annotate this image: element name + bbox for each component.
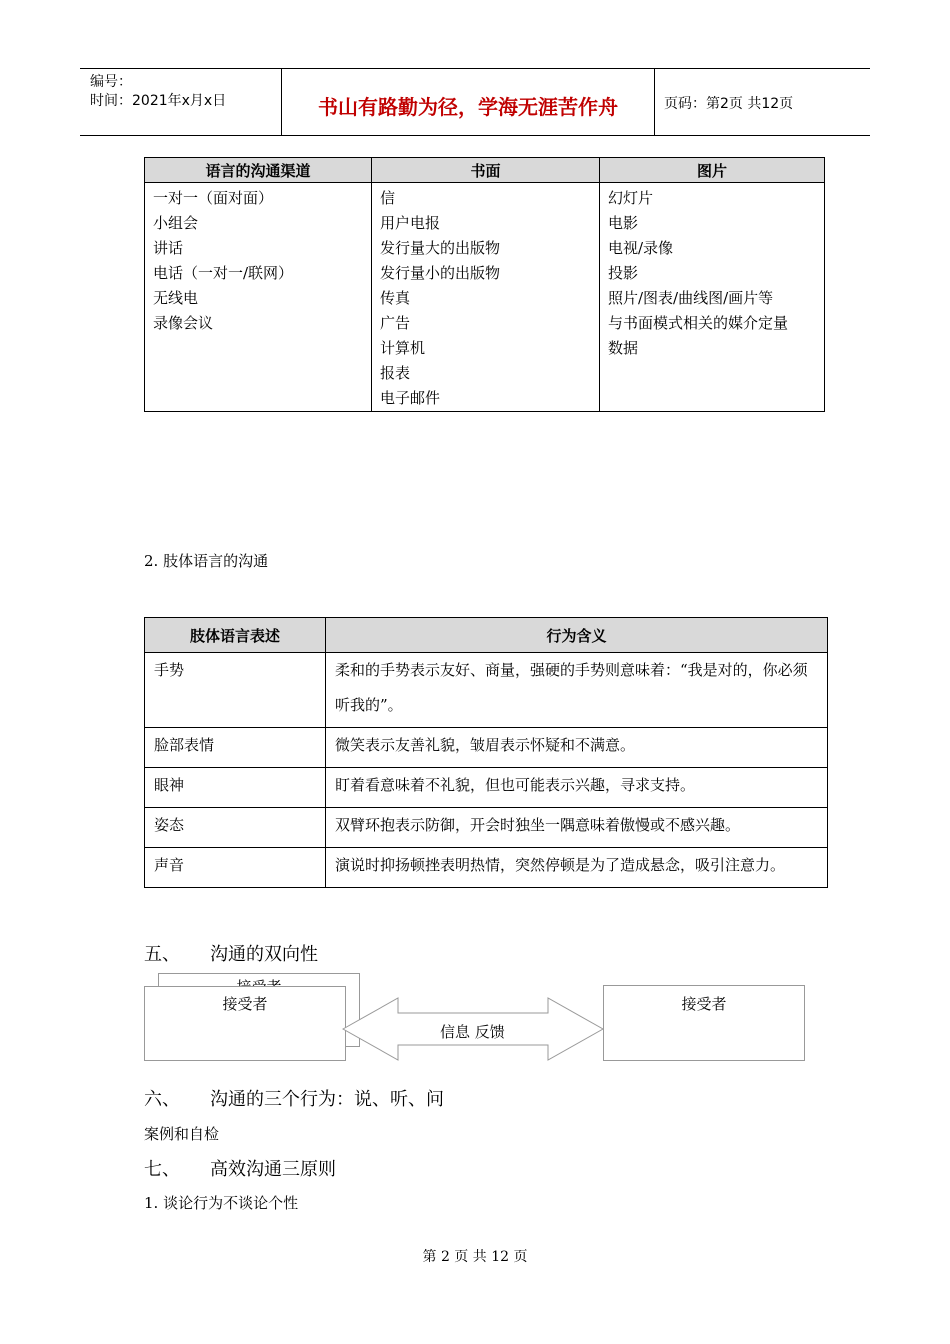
- table-cell: 手势: [145, 653, 326, 728]
- list-item: 计算机: [380, 339, 426, 357]
- list-item: 1. 谈论行为不谈论个性: [144, 1194, 299, 1212]
- table-cell: 柔和的手势表示友好、商量，强硬的手势则意味着：“我是对的，你必须听我的”。: [326, 653, 828, 728]
- body-language-table: [144, 617, 828, 888]
- section-number: 六、: [144, 1089, 180, 1110]
- table-cell: 眼神: [145, 768, 326, 808]
- list-item: 录像会议: [153, 314, 214, 332]
- time-label: 时间：2021年x月x日: [90, 93, 227, 109]
- table-row: [145, 768, 828, 808]
- header-motto: 书山有路勤为径，学海无涯苦作舟: [318, 95, 618, 119]
- table-row: [145, 728, 828, 768]
- section-title: 沟通的双向性: [210, 944, 318, 965]
- list-item: 传真: [380, 289, 411, 307]
- header-divider: [654, 69, 655, 135]
- list-item: 一对一（面对面）: [153, 189, 274, 207]
- table-cell: 微笑表示友善礼貌，皱眉表示怀疑和不满意。: [326, 728, 828, 768]
- table-cell-verbal: [145, 183, 372, 412]
- table-row: [145, 848, 828, 888]
- list-item: 幻灯片: [608, 189, 654, 207]
- list-item: 电子邮件: [380, 389, 441, 407]
- table-cell: 姿态: [145, 808, 326, 848]
- section-heading: 2. 肢体语言的沟通: [144, 552, 269, 570]
- list-item: 无线电: [153, 289, 199, 307]
- section-heading: [144, 1155, 336, 1181]
- table-header: 语言的沟通渠道: [145, 158, 372, 183]
- list-item: 广告: [380, 314, 411, 332]
- box-label: 接受者: [222, 995, 268, 1013]
- table-row: [145, 808, 828, 848]
- list-item: 信: [380, 189, 396, 207]
- table-header: 图片: [600, 158, 825, 183]
- section-number: 七、: [144, 1159, 180, 1180]
- list-item: 照片/图表/曲线图/画片等: [608, 289, 774, 307]
- arrow-label: 信息 反馈: [440, 1023, 505, 1041]
- table-header: 行为含义: [326, 618, 828, 653]
- table-cell: 双臂环抱表示防御，开会时独坐一隅意味着傲慢或不感兴趣。: [326, 808, 828, 848]
- list-item: 小组会: [153, 214, 199, 232]
- page-footer: 第 2 页 共 12 页: [422, 1249, 528, 1265]
- list-item: 用户电报: [380, 214, 441, 232]
- list-item: 报表: [380, 364, 411, 382]
- list-item: 讲话: [153, 239, 184, 257]
- table-cell: 演说时抑扬顿挫表明热情，突然停顿是为了造成悬念，吸引注意力。: [326, 848, 828, 888]
- section-heading: [144, 1085, 444, 1111]
- table-cell-written: [372, 183, 600, 412]
- list-item: 电影: [608, 214, 639, 232]
- header-page-info: 页码：第2页 共12页: [664, 96, 794, 112]
- list-item: 与书面模式相关的媒介定量: [608, 314, 789, 332]
- table-cell: 声音: [145, 848, 326, 888]
- section-title: 高效沟通三原则: [210, 1159, 336, 1180]
- section-title: 沟通的三个行为：说、听、问: [210, 1089, 444, 1110]
- section-number: 五、: [144, 944, 180, 965]
- receiver-box-right: [603, 985, 805, 1061]
- receiver-box-left: [144, 986, 346, 1061]
- section-heading: [144, 940, 318, 966]
- table-cell-pictures: [600, 183, 825, 412]
- number-label: 编号：: [90, 74, 132, 90]
- case-text: 案例和自检: [144, 1125, 220, 1143]
- header-meta: [90, 73, 226, 111]
- list-item: 数据: [608, 339, 639, 357]
- communication-channels-table: [144, 157, 825, 412]
- table-cell: 脸部表情: [145, 728, 326, 768]
- list-item: 发行量小的出版物: [380, 264, 501, 282]
- list-item: 投影: [608, 264, 639, 282]
- table-row: [145, 653, 828, 728]
- table-cell: 盯着看意味着不礼貌，但也可能表示兴趣，寻求支持。: [326, 768, 828, 808]
- list-item: 发行量大的出版物: [380, 239, 501, 257]
- list-item: 电视/录像: [608, 239, 674, 257]
- page-header: [80, 68, 870, 136]
- box-label: 接受者: [681, 995, 727, 1013]
- table-header: 肢体语言表述: [145, 618, 326, 653]
- table-header: 书面: [372, 158, 600, 183]
- list-item: 电话（一对一/联网）: [153, 264, 294, 282]
